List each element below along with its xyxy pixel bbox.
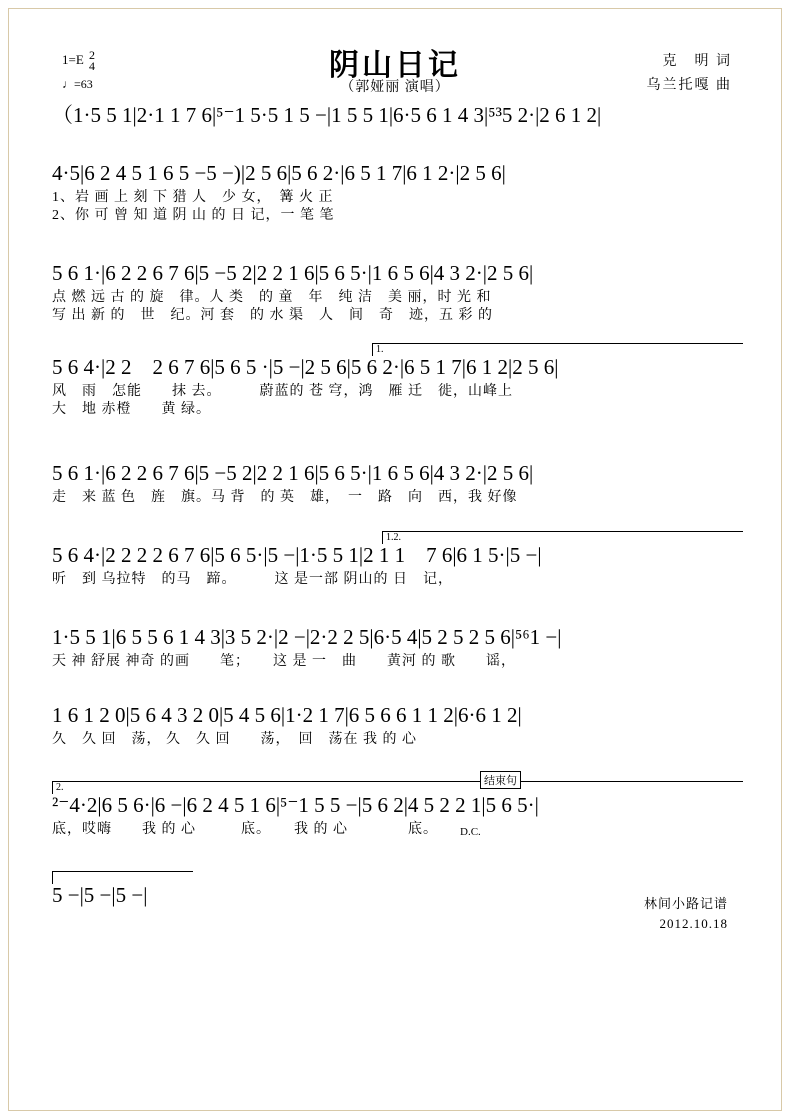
note-row: 4·5|6 2 4 5 1 6 5 −5 −)|2 5 6|5 6 2·|6 5 1 7|6 1 2·|2 5 6| xyxy=(52,161,506,185)
tempo-marking: ♩=63 xyxy=(62,77,93,91)
volta-number: 1. xyxy=(376,344,384,355)
transcription-date: 2012.10.18 xyxy=(659,916,728,931)
note-row: 5 6 4·|2 2 2 6 7 6|5 6 5 ·|5 −|2 5 6|5 6 2·|6 5 1 7|6 1 2|2 5 6| xyxy=(52,355,559,379)
music-system-1 xyxy=(52,100,742,130)
transcriber-name: 林间小路记谱 xyxy=(643,896,728,911)
composer-credit: 乌兰托嘎 曲 xyxy=(646,78,732,93)
note-row: 5 6 1·|6 2 2 6 7 6|5 −5 2|2 2 1 6|5 6 5·|1 6 5 6|4 3 2·|2 5 6| xyxy=(52,461,534,485)
note-row: 5 6 4·|2 2 2 2 6 7 6|5 6 5·|5 −|1·5 5 1|2 1 1 7 6|6 1 5·|5 −| xyxy=(52,543,542,567)
volta-number: 2. xyxy=(56,782,64,793)
lyric-line-verse2: 大 地 赤橙 黄 绿。 xyxy=(52,402,211,417)
note-row: 1·5 5 1|6 5 5 6 1 4 3|3 5 2·|2 −|2·2 2 5|6·5 4|5 2 5 2 5 6|⁵⁶1 −| xyxy=(52,625,562,649)
music-system-3 xyxy=(52,258,742,326)
lyric-line-verse1: 底，哎嗨 我 的 心 底。 我 的 心 底。 xyxy=(52,822,438,837)
lyric-line-verse2: 写 出 新 的 世 纪。河 套 的 水 渠 人 间 奇 迹，五 彩 的 xyxy=(52,308,493,323)
lyric-line-verse1: 听 到 乌拉特 的马 蹄。 这 是一部 阴山的 日 记， xyxy=(52,572,453,587)
final-bracket xyxy=(52,871,193,884)
lyric-line-verse1: 1、岩 画 上 刻 下 猎 人 少 女， 篝 火 正 xyxy=(52,190,334,205)
note-row: ²⁻4·2|6 5 6·|6 −|6 2 4 5 1 6|⁵⁻1 5 5 −|5 6 2|4 5 2 2 1|5 6 5·| xyxy=(52,793,539,817)
music-system-7 xyxy=(52,622,742,672)
lyric-line-verse1: 走 来 蓝 色 旌 旗。马 背 的 英 雄， 一 路 向 西，我 好像 xyxy=(52,490,518,505)
music-system-8 xyxy=(52,700,742,750)
lyric-line-verse1: 久 久 回 荡， 久 久 回 荡， 回 荡在 我 的 心 xyxy=(52,732,417,747)
music-system-4 xyxy=(52,344,742,420)
volta-bracket-1 xyxy=(372,343,743,356)
page-title: 阴山日记 xyxy=(329,49,461,82)
transcription-credit xyxy=(644,894,728,934)
music-system-10 xyxy=(52,880,742,910)
key-label: 1=E xyxy=(62,51,84,67)
note-row: 1 6 1 2 0|5 6 4 3 2 0|5 4 5 6|1·2 1 7|6 5 6 6 1 1 2|6·6 1 2| xyxy=(52,703,522,727)
volta-bracket-last xyxy=(52,781,743,794)
dc-marking: D.C. xyxy=(460,826,481,838)
note-row: 5 −|5 −|5 −| xyxy=(52,883,148,907)
note-row: 5 6 1·|6 2 2 6 7 6|5 −5 2|2 2 1 6|5 6 5·|1 6 5 6|4 3 2·|2 5 6| xyxy=(52,261,534,285)
lyricist-credit: 克 明 词 xyxy=(662,54,732,69)
note-row: （1·5 5 1|2·1 1 7 6|⁵⁻1 5·5 1 5 −|1 5 5 1|6·5 6 1 4 3|⁵³5 2·|2 6 1 2| xyxy=(52,103,602,127)
lyric-line-verse1: 天 神 舒展 神奇 的画 笔； 这 是 一 曲 黄河 的 歌 谣， xyxy=(52,654,516,669)
music-system-2 xyxy=(52,158,742,226)
lyric-line-verse2: 2、你 可 曾 知 道 阴 山 的 日 记，一 笔 笔 xyxy=(52,208,335,223)
ending-section-label: 结束句 xyxy=(480,771,521,789)
meter-numerator: 2 xyxy=(89,48,96,62)
music-system-9 xyxy=(52,775,742,840)
volta-number: 1.2. xyxy=(386,532,401,543)
performer-line: （郭娅丽 演唱） xyxy=(340,80,450,95)
music-system-6 xyxy=(52,532,742,590)
credits xyxy=(647,50,733,98)
lyric-line-verse1: 点 燃 远 古 的 旋 律。人 类 的 童 年 纯 洁 美 丽，时 光 和 xyxy=(52,290,492,305)
volta-bracket-2 xyxy=(382,531,743,544)
music-system-5 xyxy=(52,458,742,508)
lyric-line-verse1: 风 雨 怎能 抹 去。 蔚蓝的 苍 穹，鸿 雁 迁 徙，山峰上 xyxy=(52,384,513,399)
meter-denominator: 4 xyxy=(89,59,96,73)
